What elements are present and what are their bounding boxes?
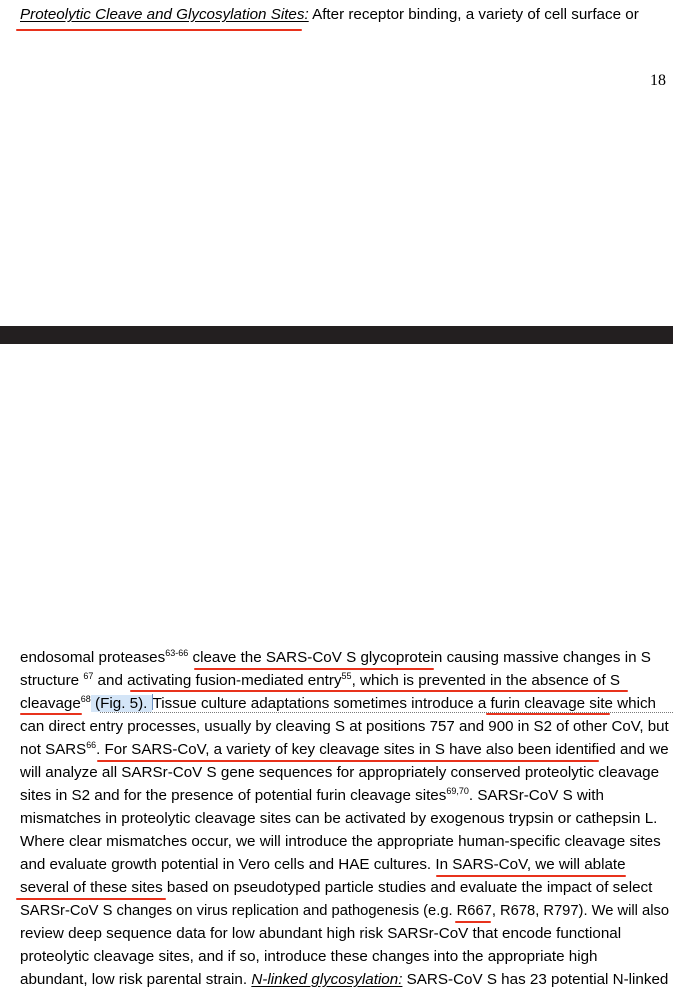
page-number: 18 [650,72,666,89]
text-line-1: endosomal proteases$^{63-66}$ cleave the SARS-CoV S glycoprotein causing massive changes in S [20,648,651,666]
annotation-underline [16,898,166,900]
text-line-11: several of these sites based on pseudotyped particle studies and evaluate the impact of select [20,879,653,896]
annotation-underline [20,713,82,715]
top-text: After receptor binding, a variety of cell surface or [308,6,639,23]
annotation-underline [130,690,628,692]
text-line-5: not SARS$^{66}$. For SARS-CoV, a variety of key cleavage sites in S have also been identified and we [20,740,669,758]
text-line-13: review deep sequence data for low abundant high risk SARSr-CoV that encode functional [20,925,622,942]
text-line-9: Where clear mismatches occur, we will introduce the appropriate human-specific cleavage sites [20,833,661,850]
text-line-8: mismatches in proteolytic cleavage sites can be activated by exogenous trypsin or cathepsin L. [20,810,658,827]
selection-highlight: (Fig. 5). [90,695,152,712]
text-line-4: can direct entry processes, usually by cleaving S at positions 757 and 900 in S2 of other CoV, but [20,718,669,735]
page-break-bar [0,326,673,344]
annotation-underline [194,668,434,670]
text-line-7: sites in S2 and for the presence of potential furin cleavage sites$^{69,70}$. SARSr-CoV S with [20,786,604,804]
text-line-15: abundant, low risk parental strain. N-linked glycosylation: SARS-CoV S has 23 potential N-linked [20,971,669,988]
text-line-14: proteolytic cleavage sites, and if so, introduce these changes into the appropriate high [20,948,598,965]
annotation-underline [97,760,599,762]
text-line-2: structure $^{67}$ and activating fusion-mediated entry$^{55}$, which is prevented in the absence of S [20,671,621,689]
text-line-12: SARSr-CoV S changes on virus replication and pathogenesis (e.g. R667, R678, R797). We will also [20,902,670,919]
text-line-6: will analyze all SARSr-CoV S gene sequences for appropriately conserved proteolytic cleavage [20,764,660,781]
annotation-underline [486,713,610,715]
annotation-underline [436,875,626,877]
subsection-heading: N-linked glycosylation: [251,971,403,988]
annotation-underline [455,921,491,923]
text-line-10: and evaluate growth potential in Vero cells and HAE cultures. In SARS-CoV, we will ablate [20,856,626,873]
text-line-3: cleavage$^{68}$ (Fig. 5). Tissue culture adaptations sometimes introduce a furin cleavage site which [20,694,656,712]
top-line [20,5,639,27]
annotation-underline [16,29,302,31]
section-heading: Proteolytic Cleave and Glycosylation Sites: [20,6,309,23]
